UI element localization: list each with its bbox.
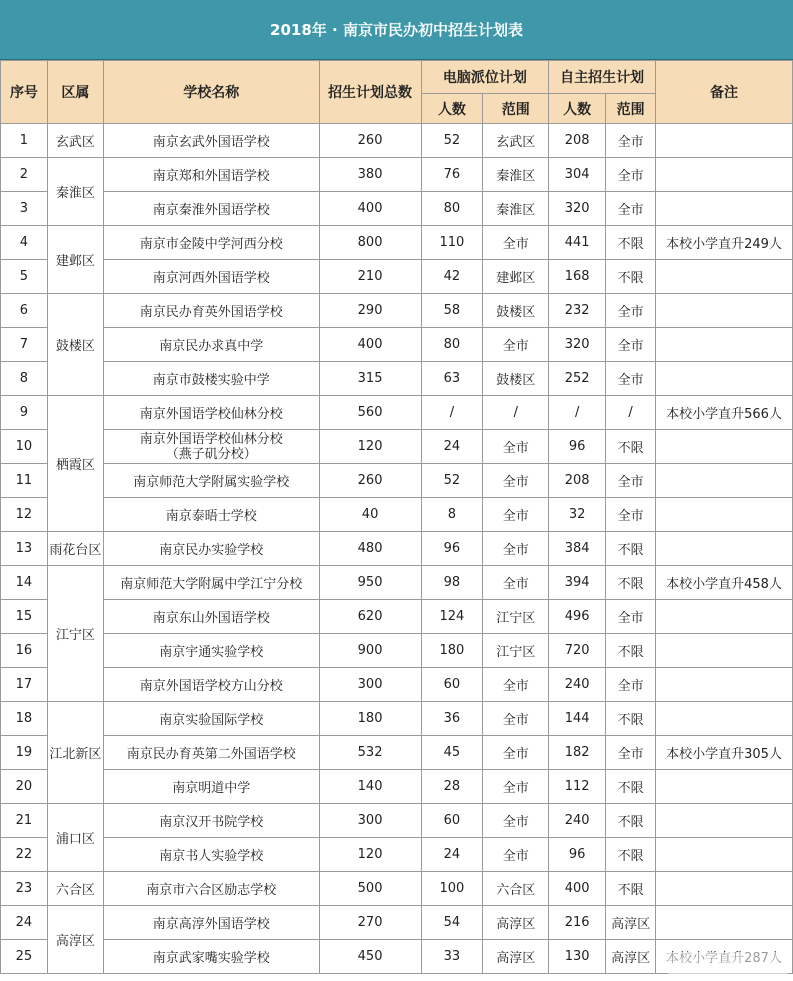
- self-people-cell: 320: [549, 192, 606, 226]
- table-row: [1, 804, 793, 838]
- total-cell: 260: [319, 124, 421, 158]
- total-cell: 180: [319, 702, 421, 736]
- total-cell: 300: [319, 668, 421, 702]
- computer-people-cell: 63: [421, 362, 483, 396]
- seq-cell: 4: [1, 226, 48, 260]
- computer-people-cell: 52: [421, 124, 483, 158]
- self-range-cell: 全市: [606, 192, 656, 226]
- self-people-cell: 32: [549, 498, 606, 532]
- header-self-range: 范围: [606, 94, 656, 124]
- computer-range-cell: 全市: [483, 430, 549, 464]
- self-range-cell: 不限: [606, 838, 656, 872]
- total-cell: 450: [319, 940, 421, 974]
- computer-people-cell: 58: [421, 294, 483, 328]
- self-range-cell: 不限: [606, 566, 656, 600]
- note-cell: [656, 600, 793, 634]
- school-cell: 南京宇通实验学校: [103, 634, 319, 668]
- school-cell: 南京明道中学: [103, 770, 319, 804]
- header-total: 招生计划总数: [319, 61, 421, 124]
- seq-cell: 13: [1, 532, 48, 566]
- computer-people-cell: 76: [421, 158, 483, 192]
- total-cell: 500: [319, 872, 421, 906]
- self-people-cell: 130: [549, 940, 606, 974]
- note-cell: [656, 294, 793, 328]
- school-cell: 南京市鼓楼实验中学: [103, 362, 319, 396]
- table-row: [1, 226, 793, 260]
- self-people-cell: 112: [549, 770, 606, 804]
- seq-cell: 7: [1, 328, 48, 362]
- self-range-cell: 高淳区: [606, 940, 656, 974]
- total-cell: 400: [319, 192, 421, 226]
- computer-range-cell: 建邺区: [483, 260, 549, 294]
- header-school: 学校名称: [103, 61, 319, 124]
- school-cell: 南京实验国际学校: [103, 702, 319, 736]
- self-people-cell: 182: [549, 736, 606, 770]
- note-cell: [656, 804, 793, 838]
- district-cell: 栖霞区: [47, 396, 103, 532]
- self-range-cell: 全市: [606, 668, 656, 702]
- table-row: [1, 124, 793, 158]
- computer-people-cell: 96: [421, 532, 483, 566]
- computer-range-cell: 全市: [483, 804, 549, 838]
- self-people-cell: 720: [549, 634, 606, 668]
- watermark-overlay: [668, 952, 788, 976]
- total-cell: 950: [319, 566, 421, 600]
- header-seq: 序号: [1, 61, 48, 124]
- self-range-cell: 不限: [606, 226, 656, 260]
- total-cell: 290: [319, 294, 421, 328]
- table-row: [1, 702, 793, 736]
- district-cell: 江宁区: [47, 566, 103, 702]
- computer-people-cell: /: [421, 396, 483, 430]
- header-computer-people: 人数: [421, 94, 483, 124]
- computer-people-cell: 45: [421, 736, 483, 770]
- seq-cell: 17: [1, 668, 48, 702]
- seq-cell: 12: [1, 498, 48, 532]
- self-range-cell: 全市: [606, 124, 656, 158]
- self-range-cell: 全市: [606, 498, 656, 532]
- note-cell: [656, 124, 793, 158]
- computer-people-cell: 98: [421, 566, 483, 600]
- table-title: 2018年 · 南京市民办初中招生计划表: [0, 0, 793, 60]
- self-range-cell: 不限: [606, 770, 656, 804]
- total-cell: 620: [319, 600, 421, 634]
- note-cell: [656, 430, 793, 464]
- computer-range-cell: 鼓楼区: [483, 362, 549, 396]
- seq-cell: 19: [1, 736, 48, 770]
- self-range-cell: 全市: [606, 736, 656, 770]
- seq-cell: 11: [1, 464, 48, 498]
- school-cell: 南京武家嘴实验学校: [103, 940, 319, 974]
- note-cell: 本校小学直升305人: [656, 736, 793, 770]
- table-row: [1, 192, 793, 226]
- school-cell: 南京市金陵中学河西分校: [103, 226, 319, 260]
- table-row: [1, 362, 793, 396]
- computer-people-cell: 54: [421, 906, 483, 940]
- computer-range-cell: 全市: [483, 464, 549, 498]
- computer-range-cell: 全市: [483, 328, 549, 362]
- header-computer-plan: 电脑派位计划: [421, 61, 549, 94]
- note-cell: [656, 634, 793, 668]
- note-cell: [656, 464, 793, 498]
- school-cell: 南京东山外国语学校: [103, 600, 319, 634]
- computer-range-cell: 高淳区: [483, 940, 549, 974]
- district-cell: 高淳区: [47, 906, 103, 974]
- table-row: [1, 838, 793, 872]
- school-cell: 南京外国语学校仙林分校: [103, 396, 319, 430]
- computer-range-cell: 鼓楼区: [483, 294, 549, 328]
- computer-range-cell: 江宁区: [483, 600, 549, 634]
- district-cell: 鼓楼区: [47, 294, 103, 396]
- self-people-cell: 232: [549, 294, 606, 328]
- seq-cell: 10: [1, 430, 48, 464]
- school-cell: 南京市六合区励志学校: [103, 872, 319, 906]
- self-people-cell: 384: [549, 532, 606, 566]
- total-cell: 260: [319, 464, 421, 498]
- table-row: [1, 158, 793, 192]
- table-row: [1, 770, 793, 804]
- self-range-cell: 全市: [606, 158, 656, 192]
- seq-cell: 20: [1, 770, 48, 804]
- note-cell: 本校小学直升458人: [656, 566, 793, 600]
- computer-people-cell: 124: [421, 600, 483, 634]
- total-cell: 40: [319, 498, 421, 532]
- self-people-cell: 96: [549, 430, 606, 464]
- note-cell: [656, 532, 793, 566]
- district-cell: 浦口区: [47, 804, 103, 872]
- total-cell: 900: [319, 634, 421, 668]
- note-cell: 本校小学直升566人: [656, 396, 793, 430]
- school-cell: 南京汉开书院学校: [103, 804, 319, 838]
- school-cell: 南京民办育英第二外国语学校: [103, 736, 319, 770]
- district-cell: 江北新区: [47, 702, 103, 804]
- header-district: 区属: [47, 61, 103, 124]
- seq-cell: 5: [1, 260, 48, 294]
- total-cell: 560: [319, 396, 421, 430]
- self-people-cell: 216: [549, 906, 606, 940]
- computer-range-cell: /: [483, 396, 549, 430]
- computer-range-cell: 全市: [483, 498, 549, 532]
- note-cell: 本校小学直升249人: [656, 226, 793, 260]
- seq-cell: 22: [1, 838, 48, 872]
- note-cell: [656, 668, 793, 702]
- school-cell: 南京民办育英外国语学校: [103, 294, 319, 328]
- district-cell: 秦淮区: [47, 158, 103, 226]
- total-cell: 532: [319, 736, 421, 770]
- table-row: [1, 430, 793, 464]
- seq-cell: 9: [1, 396, 48, 430]
- total-cell: 210: [319, 260, 421, 294]
- seq-cell: 15: [1, 600, 48, 634]
- computer-people-cell: 100: [421, 872, 483, 906]
- computer-people-cell: 110: [421, 226, 483, 260]
- self-range-cell: 不限: [606, 260, 656, 294]
- district-cell: 雨花台区: [47, 532, 103, 566]
- computer-range-cell: 玄武区: [483, 124, 549, 158]
- seq-cell: 8: [1, 362, 48, 396]
- total-cell: 400: [319, 328, 421, 362]
- computer-people-cell: 24: [421, 430, 483, 464]
- computer-people-cell: 80: [421, 192, 483, 226]
- computer-people-cell: 28: [421, 770, 483, 804]
- school-name-line1: 南京外国语学校仙林分校: [139, 431, 283, 447]
- self-range-cell: 不限: [606, 634, 656, 668]
- table-row: [1, 498, 793, 532]
- seq-cell: 3: [1, 192, 48, 226]
- header-row-1: [1, 61, 793, 94]
- table-row: [1, 872, 793, 906]
- total-cell: 120: [319, 838, 421, 872]
- self-people-cell: 496: [549, 600, 606, 634]
- self-range-cell: 全市: [606, 464, 656, 498]
- seq-cell: 21: [1, 804, 48, 838]
- computer-people-cell: 36: [421, 702, 483, 736]
- self-people-cell: /: [549, 396, 606, 430]
- note-cell: [656, 328, 793, 362]
- table-row: [1, 260, 793, 294]
- self-range-cell: 不限: [606, 702, 656, 736]
- self-people-cell: 252: [549, 362, 606, 396]
- seq-cell: 16: [1, 634, 48, 668]
- self-people-cell: 320: [549, 328, 606, 362]
- total-cell: 380: [319, 158, 421, 192]
- self-people-cell: 240: [549, 804, 606, 838]
- computer-range-cell: 全市: [483, 770, 549, 804]
- table-row: [1, 566, 793, 600]
- computer-range-cell: 全市: [483, 702, 549, 736]
- self-people-cell: 168: [549, 260, 606, 294]
- note-cell: [656, 770, 793, 804]
- note-cell: [656, 906, 793, 940]
- computer-people-cell: 60: [421, 804, 483, 838]
- self-range-cell: 不限: [606, 872, 656, 906]
- district-cell: 建邺区: [47, 226, 103, 294]
- note-cell: [656, 260, 793, 294]
- total-cell: 800: [319, 226, 421, 260]
- computer-range-cell: 秦淮区: [483, 158, 549, 192]
- self-people-cell: 208: [549, 464, 606, 498]
- school-cell: [103, 430, 319, 464]
- computer-range-cell: 六合区: [483, 872, 549, 906]
- seq-cell: 1: [1, 124, 48, 158]
- table-row: [1, 532, 793, 566]
- school-cell: 南京河西外国语学校: [103, 260, 319, 294]
- school-cell: 南京民办求真中学: [103, 328, 319, 362]
- table-row: [1, 396, 793, 430]
- self-range-cell: 全市: [606, 362, 656, 396]
- computer-people-cell: 8: [421, 498, 483, 532]
- self-people-cell: 96: [549, 838, 606, 872]
- seq-cell: 6: [1, 294, 48, 328]
- table-row: [1, 906, 793, 940]
- self-range-cell: 全市: [606, 600, 656, 634]
- computer-people-cell: 24: [421, 838, 483, 872]
- school-cell: 南京郑和外国语学校: [103, 158, 319, 192]
- total-cell: 315: [319, 362, 421, 396]
- school-cell: 南京民办实验学校: [103, 532, 319, 566]
- self-people-cell: 441: [549, 226, 606, 260]
- note-cell: [656, 702, 793, 736]
- note-cell: [656, 872, 793, 906]
- table-row: [1, 736, 793, 770]
- computer-people-cell: 60: [421, 668, 483, 702]
- header-self-people: 人数: [549, 94, 606, 124]
- header-self-plan: 自主招生计划: [549, 61, 656, 94]
- school-cell: 南京玄武外国语学校: [103, 124, 319, 158]
- school-cell: 南京外国语学校方山分校: [103, 668, 319, 702]
- district-cell: 玄武区: [47, 124, 103, 158]
- school-name-line2: （燕子矶分校）: [165, 446, 257, 462]
- total-cell: 120: [319, 430, 421, 464]
- header-computer-range: 范围: [483, 94, 549, 124]
- self-range-cell: /: [606, 396, 656, 430]
- computer-range-cell: 全市: [483, 668, 549, 702]
- seq-cell: 25: [1, 940, 48, 974]
- self-people-cell: 144: [549, 702, 606, 736]
- note-cell: [656, 362, 793, 396]
- table-row: [1, 668, 793, 702]
- computer-people-cell: 52: [421, 464, 483, 498]
- seq-cell: 14: [1, 566, 48, 600]
- computer-range-cell: 全市: [483, 532, 549, 566]
- school-cell: 南京师范大学附属实验学校: [103, 464, 319, 498]
- self-people-cell: 400: [549, 872, 606, 906]
- self-range-cell: 不限: [606, 804, 656, 838]
- self-range-cell: 不限: [606, 532, 656, 566]
- school-cell: 南京高淳外国语学校: [103, 906, 319, 940]
- seq-cell: 23: [1, 872, 48, 906]
- district-cell: 六合区: [47, 872, 103, 906]
- computer-range-cell: 高淳区: [483, 906, 549, 940]
- self-range-cell: 高淳区: [606, 906, 656, 940]
- computer-range-cell: 江宁区: [483, 634, 549, 668]
- seq-cell: 2: [1, 158, 48, 192]
- school-cell: 南京秦淮外国语学校: [103, 192, 319, 226]
- note-cell: [656, 498, 793, 532]
- table-row: [1, 600, 793, 634]
- self-people-cell: 240: [549, 668, 606, 702]
- self-people-cell: 394: [549, 566, 606, 600]
- school-cell: 南京师范大学附属中学江宁分校: [103, 566, 319, 600]
- total-cell: 270: [319, 906, 421, 940]
- header-note: 备注: [656, 61, 793, 124]
- computer-range-cell: 全市: [483, 736, 549, 770]
- computer-range-cell: 秦淮区: [483, 192, 549, 226]
- computer-people-cell: 180: [421, 634, 483, 668]
- total-cell: 300: [319, 804, 421, 838]
- computer-range-cell: 全市: [483, 838, 549, 872]
- computer-people-cell: 33: [421, 940, 483, 974]
- school-cell: 南京书人实验学校: [103, 838, 319, 872]
- seq-cell: 24: [1, 906, 48, 940]
- note-cell: [656, 838, 793, 872]
- note-cell: [656, 192, 793, 226]
- table-row: [1, 328, 793, 362]
- table-row: [1, 294, 793, 328]
- self-people-cell: 304: [549, 158, 606, 192]
- self-range-cell: 全市: [606, 294, 656, 328]
- table-row: [1, 634, 793, 668]
- self-range-cell: 不限: [606, 430, 656, 464]
- table-row: [1, 464, 793, 498]
- note-cell: [656, 158, 793, 192]
- total-cell: 480: [319, 532, 421, 566]
- seq-cell: 18: [1, 702, 48, 736]
- self-people-cell: 208: [549, 124, 606, 158]
- enrollment-plan-table: [0, 60, 793, 974]
- school-cell: 南京泰晤士学校: [103, 498, 319, 532]
- computer-range-cell: 全市: [483, 226, 549, 260]
- computer-people-cell: 42: [421, 260, 483, 294]
- total-cell: 140: [319, 770, 421, 804]
- computer-people-cell: 80: [421, 328, 483, 362]
- self-range-cell: 全市: [606, 328, 656, 362]
- computer-range-cell: 全市: [483, 566, 549, 600]
